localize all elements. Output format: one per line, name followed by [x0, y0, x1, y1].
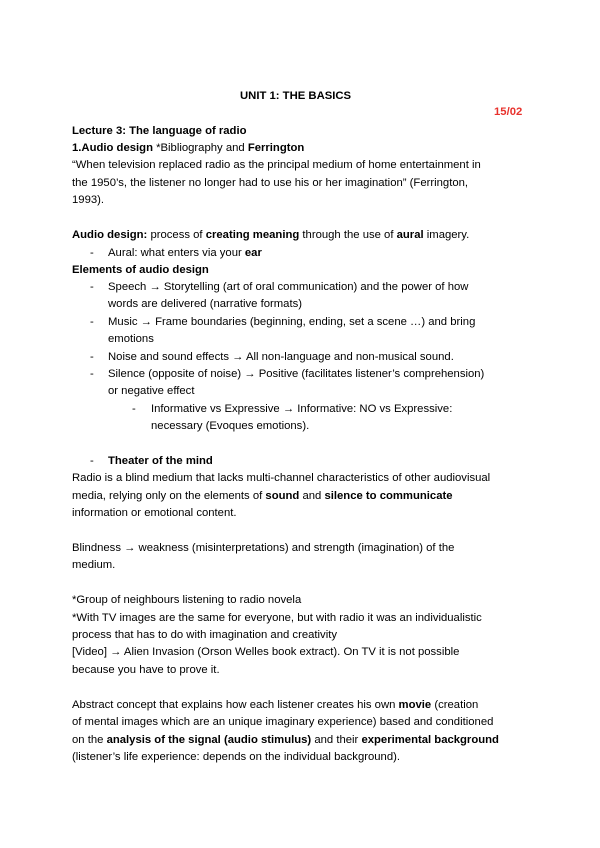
definition-emphasis: aural	[396, 229, 424, 241]
paragraph-text: and	[299, 490, 325, 502]
paragraph-emphasis: movie	[398, 699, 432, 711]
bullet-dash: -	[90, 247, 94, 259]
quote-line-3: 1993).	[72, 194, 105, 206]
author-name: Ferrington	[247, 142, 305, 154]
abstract-line-3	[72, 732, 499, 750]
noise-item: Noise and sound effects → All non-language and non-musical sound.	[108, 351, 454, 363]
music-item-line-1: Music → Frame boundaries (beginning, ending, set a scene …) and bring	[108, 316, 476, 328]
bullet-dash: -	[90, 368, 94, 380]
elements-heading: Elements of audio design	[72, 264, 209, 276]
silence-item-line-1: Silence (opposite of noise) → Positive (facilitates listener’s comprehension)	[108, 368, 485, 380]
list-item-emphasis: ear	[244, 247, 262, 259]
note-line-2: *With TV images are the same for everyone, but with radio it was an individualistic	[72, 612, 482, 624]
paragraph-emphasis: sound	[265, 490, 300, 502]
bullet-dash: -	[90, 455, 94, 467]
paragraph-text: Abstract concept that explains how each listener creates his own	[72, 699, 399, 711]
aural-list-item	[108, 245, 262, 263]
speech-item-line-2: words are delivered (narrative formats)	[108, 298, 302, 310]
paragraph-text: and their	[311, 734, 362, 746]
blindness-line-2: medium.	[72, 559, 116, 571]
subitem-line-2: necessary (Evoques emotions).	[151, 420, 310, 432]
paragraph-text: media, relying only on the elements of	[72, 490, 266, 502]
paragraph-text: on the	[72, 734, 107, 746]
bibliography-note: *Bibliography and	[152, 142, 248, 154]
theater-paragraph-line-2	[72, 488, 453, 506]
note-line-3: process that has to do with imagination and creativity	[72, 629, 337, 641]
bullet-dash: -	[90, 281, 94, 293]
paragraph-text: (creation	[431, 699, 479, 711]
abstract-line-2: of mental images which are an unique imaginary experience) based and conditioned	[72, 716, 494, 728]
section-heading	[72, 140, 304, 158]
abstract-line-4: (listener’s life experience: depends on the individual background).	[72, 751, 401, 763]
theater-heading: Theater of the mind	[108, 455, 213, 467]
theater-paragraph-line-3: information or emotional content.	[72, 507, 237, 519]
quote-line-1: “When television replaced radio as the principal medium of home entertainment in	[72, 159, 481, 171]
definition-text: process of	[147, 229, 206, 241]
note-line-4: [Video] → Alien Invasion (Orson Welles book extract). On TV it is not possible	[72, 646, 460, 658]
date-label: 15/02	[494, 106, 523, 118]
music-item-line-2: emotions	[108, 333, 154, 345]
page-title: UNIT 1: THE BASICS	[240, 90, 352, 102]
paragraph-emphasis: silence to communicate	[324, 490, 453, 502]
blindness-line-1: Blindness → weakness (misinterpretations) and strength (imagination) of the	[72, 542, 455, 554]
definition-text: imagery.	[423, 229, 470, 241]
section-number-title: 1.Audio design	[72, 142, 153, 154]
quote-line-2: the 1950’s, the listener no longer had to use his or her imagination” (Ferrington,	[72, 177, 469, 189]
definition-emphasis: creating meaning	[205, 229, 300, 241]
subitem-line-1: Informative vs Expressive → Informative: NO vs Expressive:	[151, 403, 453, 415]
abstract-line-1	[72, 697, 478, 715]
theater-paragraph-line-1: Radio is a blind medium that lacks multi-channel characteristics of other audiovisual	[72, 472, 491, 484]
speech-item-line-1: Speech → Storytelling (art of oral communication) and the power of how	[108, 281, 469, 293]
paragraph-emphasis: experimental background	[361, 734, 499, 746]
audio-design-definition	[72, 227, 469, 245]
silence-item-line-2: or negative effect	[108, 385, 195, 397]
bullet-dash: -	[132, 403, 136, 415]
lecture-heading: Lecture 3: The language of radio	[72, 125, 247, 137]
definition-text: through the use of	[299, 229, 397, 241]
list-item-text: Aural: what enters via your	[108, 247, 245, 259]
note-line-1: *Group of neighbours listening to radio novela	[72, 594, 302, 606]
bullet-dash: -	[90, 316, 94, 328]
note-line-5: because you have to prove it.	[72, 664, 220, 676]
paragraph-emphasis: analysis of the signal (audio stimulus)	[106, 734, 312, 746]
definition-term: Audio design:	[72, 229, 148, 241]
bullet-dash: -	[90, 351, 94, 363]
